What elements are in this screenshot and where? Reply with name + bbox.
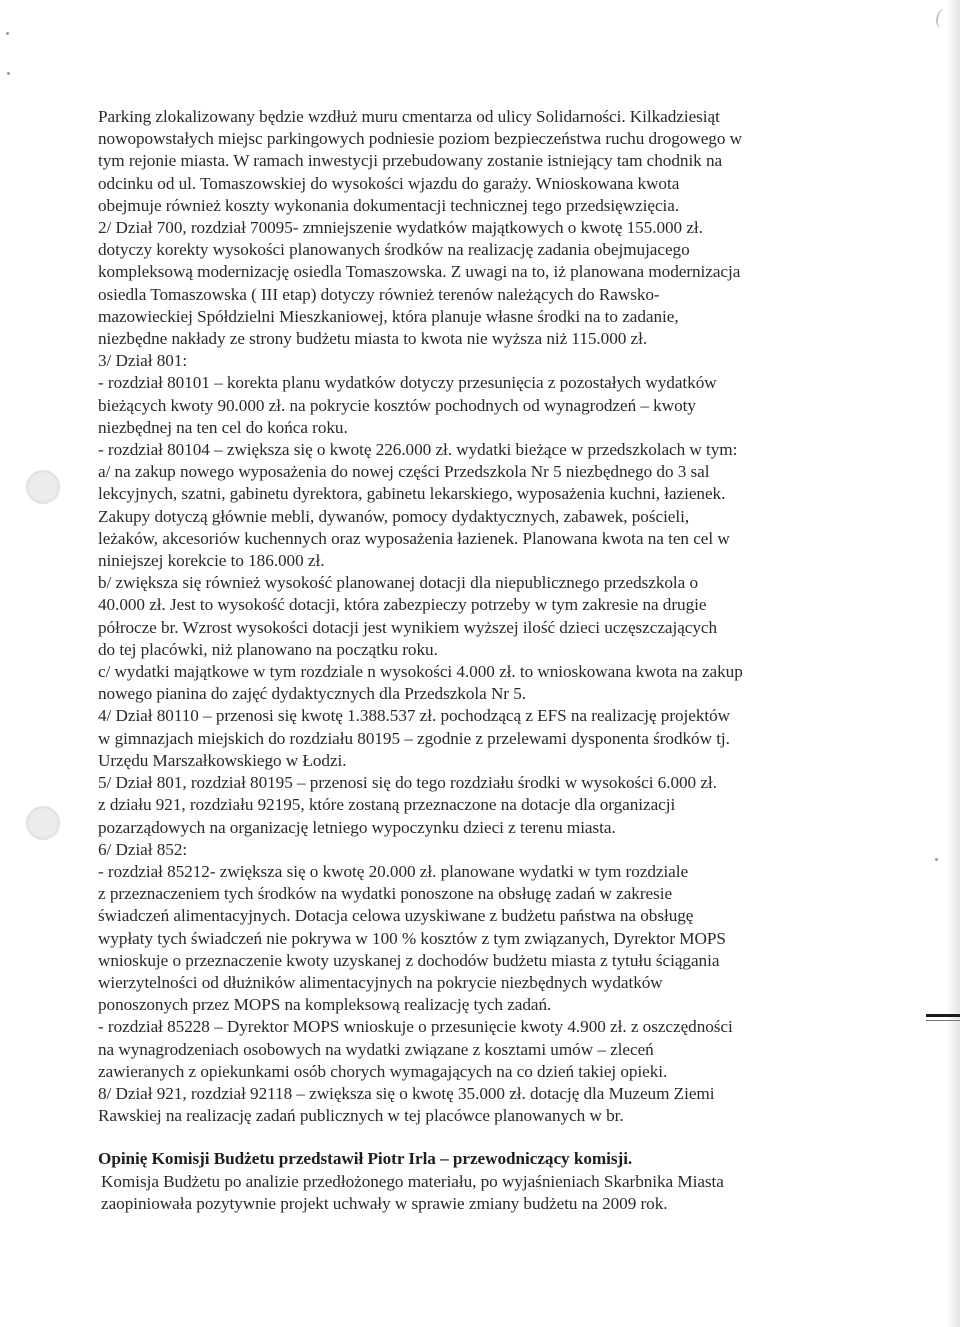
stray-mark: ( (935, 6, 942, 28)
text-line: z przeznaczeniem tych środków na wydatki ponoszone na obsługę zadań w zakresie (98, 884, 673, 904)
text-line: na wynagrodzeniach osobowych na wydatki związane z kosztami umów – zleceń (98, 1039, 654, 1059)
text-line: a/ na zakup nowego wyposażenia do nowej części Przedszkola Nr 5 niezbędnego do 3 sal (98, 462, 710, 482)
text-line: nowopowstałych miejsc parkingowych podniesie poziom bezpieczeństwa ruchu drogowego w (98, 129, 742, 149)
text-line: b/ zwiększa się również wysokość planowanej dotacji dla niepublicznego przedszkola o (98, 573, 699, 593)
text-line: 3/ Dział 801: (98, 351, 188, 371)
page-edge-shadow (946, 0, 960, 1327)
text-line: obejmuje również koszty wykonania dokumentacji technicznej tego przedsięwzięcia. (98, 195, 680, 215)
text-line: - rozdział 85212- zwiększa się o kwotę 20.000 zł. planowane wydatki w tym rozdziale (98, 861, 689, 881)
text-line: do tej placówki, niż planowano na początku roku. (98, 639, 438, 659)
text-line: leżaków, akcesoriów kuchennych oraz wyposażenia łazienek. Planowana kwota na ten cel w (98, 528, 730, 548)
text-line: Parking zlokalizowany będzie wzdłuż muru cmentarza od ulicy Solidarności. Kilkadziesiąt (98, 107, 720, 126)
text-line: kompleksową modernizację osiedla Tomaszowska. Z uwagi na to, iż planowana modernizacja (98, 262, 741, 282)
committee-text-line: zaopiniowała pozytywnie projekt uchwały w sprawie zmiany budżetu na 2009 rok. (101, 1193, 668, 1213)
text-line: 5/ Dział 801, rozdział 80195 – przenosi się do tego rozdziału środki w wysokości 6.000 zł. (98, 773, 717, 793)
text-line: - rozdział 80101 – korekta planu wydatków dotyczy przesunięcia z pozostałych wydatków (98, 373, 717, 393)
text-line: zawieranych z opiekunkami osób chorych wymagających na co dzień takiej opieki. (98, 1061, 668, 1081)
text-line: w gimnazjach miejskich do rozdziału 80195 – zgodnie z przelewami dysponenta środków tj. (98, 728, 730, 748)
text-line: niezbędnej na ten cel do końca roku. (98, 417, 348, 437)
text-line: 8/ Dział 921, rozdział 92118 – zwiększa się o kwotę 35.000 zł. dotację dla Muzeum Ziemi (98, 1083, 715, 1103)
edge-mark-thin (926, 1020, 960, 1021)
text-line: 6/ Dział 852: (98, 839, 188, 859)
text-line: półrocze br. Wzrost wysokości dotacji jest wynikiem wyższej ilość dzieci uczęszczających (98, 617, 718, 637)
text-line: niezbędne nakłady ze strony budżetu miasta to kwota nie wyższa niż 115.000 zł. (98, 329, 648, 349)
text-line: 4/ Dział 80110 – przenosi się kwotę 1.388.537 zł. pochodzącą z EFS na realizację projektów (98, 706, 731, 726)
punch-hole (26, 470, 60, 504)
text-line: Rawskiej na realizację zadań publicznych w tej placówce planowanych w br. (98, 1106, 624, 1126)
text-line: z działu 921, rozdziału 92195, które zostaną przeznaczone na dotacje dla organizacji (98, 795, 676, 815)
text-line: lekcyjnych, szatni, gabinetu dyrektora, gabinetu lekarskiego, wyposażenia kuchni, łazienek. (98, 484, 726, 504)
text-line: Zakupy dotyczą głównie mebli, dywanów, pomocy dydaktycznych, zabawek, pościeli, (98, 506, 690, 526)
document-body (98, 106, 910, 1215)
text-line: tym rejonie miasta. W ramach inwestycji przebudowany zostanie istniejący tam chodnik na (98, 151, 723, 171)
edge-mark (926, 1014, 960, 1017)
scan-speck (6, 32, 9, 35)
text-line: wnioskuje o przeznaczenie kwoty uzyskanej z dochodów budżetu miasta z tytułu ściągania (98, 950, 720, 970)
scan-speck (7, 72, 10, 75)
text-line: wierzytelności od dłużników alimentacyjnych na pokrycie niezbędnych wydatków (98, 972, 663, 992)
text-line: dotyczy korekty wysokości planowanych środków na realizację zadania obejmujacego (98, 240, 690, 260)
paragraph-gap (98, 1127, 910, 1148)
text-line: 2/ Dział 700, rozdział 70095- zmniejszenie wydatków majątkowych o kwotę 155.000 zł. (98, 218, 703, 238)
text-line: c/ wydatki majątkowe w tym rozdziale n wysokości 4.000 zł. to wnioskowana kwota na zakup (98, 662, 743, 682)
text-line: - rozdział 80104 – zwiększa się o kwotę 226.000 zł. wydatki bieżące w przedszkolach w tym: (98, 440, 738, 460)
text-line: odcinku od ul. Tomaszowskiej do wysokości wjazdu do garaży. Wnioskowana kwota (98, 173, 680, 193)
committee-text-line: Komisja Budżetu po analizie przedłożonego materiału, po wyjaśnieniach Skarbnika Miasta (101, 1171, 724, 1191)
text-line: nowego pianina do zajęć dydaktycznych dla Przedszkola Nr 5. (98, 684, 527, 704)
committee-heading: Opinię Komisji Budżetu przedstawił Piotr Irla – przewodniczący komisji. (98, 1149, 633, 1169)
text-line: wypłaty tych świadczeń nie pokrywa w 100 % kosztów z tym związanych, Dyrektor MOPS (98, 928, 726, 948)
text-line: mazowieckiej Spółdzielni Mieszkaniowej, która planuje własne środki na to zadanie, (98, 306, 679, 326)
text-line: pozarządowych na organizację letniego wypoczynku dzieci z terenu miasta. (98, 817, 616, 837)
text-line: osiedla Tomaszowska ( III etap) dotyczy również terenów należących do Rawsko- (98, 284, 660, 304)
committee-block (98, 1171, 910, 1215)
text-line: Urzędu Marszałkowskiego w Łodzi. (98, 750, 347, 770)
text-line: bieżących kwoty 90.000 zł. na pokrycie kosztów pochodnych od wynagrodzeń – kwoty (98, 395, 696, 415)
text-line: - rozdział 85228 – Dyrektor MOPS wnioskuje o przesunięcie kwoty 4.900 zł. z oszczędności (98, 1017, 733, 1037)
text-line: świadczeń alimentacyjnych. Dotacja celowa uzyskiwane z budżetu państwa na obsługę (98, 906, 694, 926)
paragraph-block (98, 106, 910, 1127)
scan-speck (935, 858, 938, 861)
punch-hole (26, 806, 60, 840)
text-line: niniejszej korekcie to 186.000 zł. (98, 551, 325, 571)
text-line: 40.000 zł. Jest to wysokość dotacji, która zabezpieczy potrzeby w tym zakresie na drugie (98, 595, 707, 615)
text-line: ponoszonych przez MOPS na kompleksową realizację tych zadań. (98, 995, 552, 1015)
